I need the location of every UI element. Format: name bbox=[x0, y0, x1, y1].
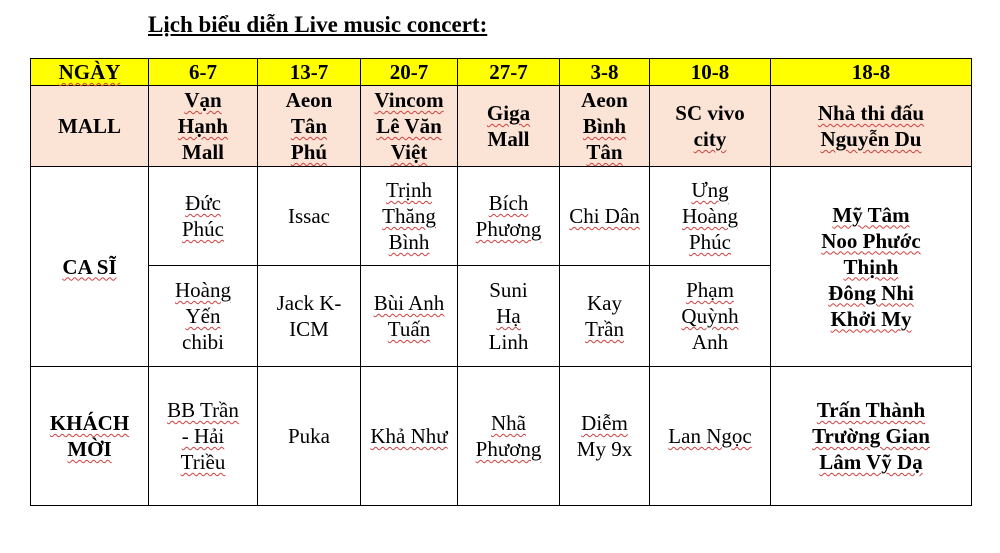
date-cell: 20-7 bbox=[361, 59, 458, 86]
date-cell: 18-8 bbox=[771, 59, 972, 86]
mall-line: Nguyễn Du bbox=[820, 127, 922, 151]
singer-line: Quỳnh bbox=[681, 304, 739, 328]
singer-line: Mỹ Tâm bbox=[832, 202, 910, 227]
singer-line: ICM bbox=[289, 317, 329, 341]
mall-line: Bình bbox=[582, 114, 627, 138]
mall-line: city bbox=[693, 127, 727, 151]
guest-cell bbox=[560, 367, 650, 506]
guest-line: My 9x bbox=[576, 437, 633, 461]
singer-cell bbox=[650, 266, 771, 367]
guest-line: Khả Như bbox=[370, 424, 448, 448]
guest-label-line: MỜI bbox=[67, 437, 112, 461]
mall-line: Lê Văn bbox=[376, 114, 442, 138]
singer-cell bbox=[258, 266, 361, 367]
singer-line: Hoàng bbox=[682, 204, 738, 228]
date-cell: 6-7 bbox=[149, 59, 258, 86]
row-label-guest bbox=[31, 367, 149, 506]
singer-line: Phúc bbox=[689, 230, 731, 254]
guest-line: BB Trần bbox=[167, 398, 239, 422]
singer-line: Issac bbox=[288, 204, 330, 228]
guest-line: Phương bbox=[475, 437, 542, 461]
mall-line: Aeon bbox=[581, 88, 628, 112]
singer-line: Phương bbox=[475, 217, 542, 241]
singer-line: Thịnh bbox=[843, 254, 899, 279]
mall-cell bbox=[458, 86, 560, 167]
mall-line: Việt bbox=[390, 140, 428, 164]
date-cell: 10-8 bbox=[650, 59, 771, 86]
singer-cell bbox=[361, 266, 458, 367]
guest-line: Puka bbox=[288, 424, 330, 448]
date-label: NGÀY bbox=[58, 60, 121, 84]
singer-line: Chi Dân bbox=[569, 204, 640, 228]
mall-cell bbox=[560, 86, 650, 167]
singer-cell bbox=[149, 167, 258, 266]
singer-line: chibi bbox=[182, 330, 224, 354]
singer-line: Tuấn bbox=[387, 317, 431, 341]
singer-cell bbox=[149, 266, 258, 367]
guest-line: Diễm bbox=[581, 411, 628, 435]
singer-line: Bình bbox=[388, 230, 430, 254]
mall-cell bbox=[149, 86, 258, 167]
singer-cell bbox=[560, 167, 650, 266]
mall-line: Tân bbox=[586, 140, 623, 164]
guest-line: Trấn Thành bbox=[816, 398, 926, 422]
singer-line: Linh bbox=[488, 330, 529, 354]
singer-cell-featured bbox=[771, 167, 972, 367]
singer-line: Thăng bbox=[382, 204, 436, 228]
row-label-date bbox=[31, 59, 149, 86]
date-cell: 27-7 bbox=[458, 59, 560, 86]
singer-cell bbox=[458, 266, 560, 367]
singer-line: Yến bbox=[185, 304, 221, 328]
guest-row bbox=[31, 367, 972, 506]
page-title: Lịch biểu diễn Live music concert: bbox=[148, 12, 488, 37]
singer-line: Kay bbox=[587, 291, 622, 315]
mall-line: Mall bbox=[182, 140, 224, 164]
mall-cell bbox=[771, 86, 972, 167]
singer-line: Suni bbox=[489, 278, 528, 302]
singer-line: Đông Nhi bbox=[828, 280, 914, 305]
mall-line: Giga bbox=[486, 101, 531, 125]
singer-line: Noo Phước bbox=[821, 228, 921, 253]
guest-line: Trường Gian bbox=[812, 424, 930, 448]
guest-line: Nhã bbox=[491, 411, 526, 435]
singer-line: Trần bbox=[585, 317, 624, 341]
singer-line: Bùi Anh bbox=[373, 291, 445, 315]
mall-line: Phú bbox=[290, 140, 328, 164]
guest-line: Triều bbox=[180, 450, 226, 474]
singer-line: Đức bbox=[185, 191, 221, 215]
singer-cell bbox=[361, 167, 458, 266]
guest-line: Lâm Vỹ Dạ bbox=[819, 450, 923, 474]
singer-line: Anh bbox=[691, 330, 729, 354]
singer-line: Khởi My bbox=[830, 306, 912, 331]
guest-line: Lan Ngọc bbox=[668, 424, 752, 448]
concert-schedule-table bbox=[30, 58, 972, 506]
guest-line: - Hải bbox=[181, 424, 225, 448]
row-label-singer bbox=[31, 167, 149, 367]
mall-line: Nhà thi đấu bbox=[817, 101, 925, 125]
mall-line: SC vivo bbox=[675, 101, 745, 125]
mall-line: Vạn bbox=[184, 88, 222, 112]
mall-line: Mall bbox=[487, 127, 530, 151]
guest-label-line: KHÁCH bbox=[49, 411, 130, 435]
guest-cell bbox=[149, 367, 258, 506]
mall-cell bbox=[650, 86, 771, 167]
mall-cell bbox=[361, 86, 458, 167]
row-label-mall: MALL bbox=[31, 86, 149, 167]
singer-line: Hoàng bbox=[175, 278, 231, 302]
mall-row bbox=[31, 86, 972, 167]
singer-line: Hạ bbox=[496, 304, 521, 328]
singer-cell bbox=[560, 266, 650, 367]
guest-cell bbox=[458, 367, 560, 506]
mall-line: Aeon bbox=[285, 88, 333, 112]
guest-cell-featured bbox=[771, 367, 972, 506]
guest-cell bbox=[650, 367, 771, 506]
mall-line: Vincom bbox=[374, 88, 444, 112]
date-row bbox=[31, 59, 972, 86]
singer-line: Ưng bbox=[691, 178, 729, 202]
guest-cell bbox=[258, 367, 361, 506]
date-cell: 3-8 bbox=[560, 59, 650, 86]
date-cell: 13-7 bbox=[258, 59, 361, 86]
singer-cell bbox=[458, 167, 560, 266]
singer-cell bbox=[258, 167, 361, 266]
singer-line: Phúc bbox=[182, 217, 224, 241]
singer-label: CA SĨ bbox=[62, 254, 117, 279]
singer-line: Phạm bbox=[686, 278, 734, 302]
singer-cell bbox=[650, 167, 771, 266]
singer-row bbox=[31, 167, 972, 266]
singer-line: Trịnh bbox=[386, 178, 432, 202]
mall-line: Hạnh bbox=[177, 114, 229, 138]
guest-cell bbox=[361, 367, 458, 506]
mall-cell bbox=[258, 86, 361, 167]
mall-line: Tân bbox=[290, 114, 328, 138]
singer-line: Jack K- bbox=[276, 291, 342, 315]
singer-line: Bích bbox=[488, 191, 529, 215]
